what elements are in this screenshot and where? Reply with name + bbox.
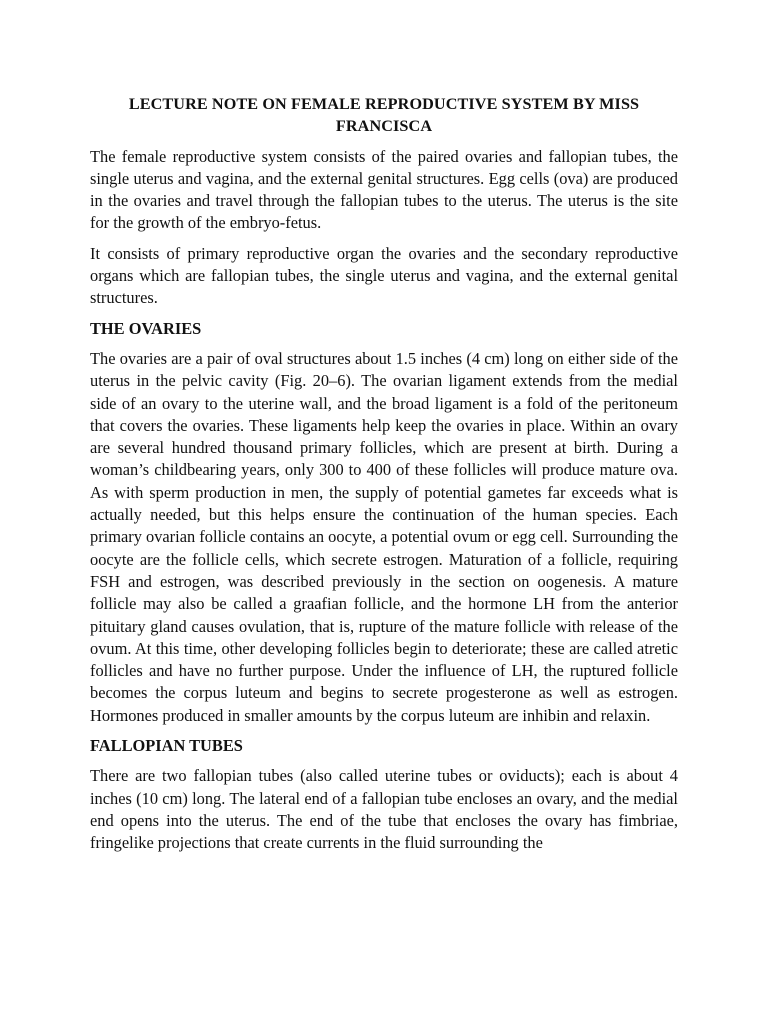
section-heading-ovaries: THE OVARIES — [90, 318, 202, 338]
document-title: LECTURE NOTE ON FEMALE REPRODUCTIVE SYSTEM BY MISS FRANCISCA — [128, 95, 640, 136]
section-body-ovaries: The ovaries are a pair of oval structures about 1.5 inches (4 cm) long on either side of the uterus in the pelvic cavity (Fig. 20–6). The ovarian ligament extends from the medial side of an ovary to the uterine wall, and the broad ligament is a fold of the peritoneum that covers the ovaries. These ligaments help keep the ovaries in place. Within an ovary are several hundred thousand primary follicles, which are present at birth. During a woman’s childbearing years, only 300 to 400 of these follicles will produce mature ova. As with sperm production in men, the supply of potential gametes far exceeds what is actually needed, but this helps ensure the continuation of the human species. Each primary ovarian follicle contains an oocyte, a potential ovum or egg cell. Surrounding the oocyte are the follicle cells, which secrete estrogen. Maturation of a follicle, requiring FSH and estrogen, was described previously in the section on oogenesis. A mature follicle may also be called a graafian follicle, and the hormone LH from the anterior pituitary gland causes ovulation, that is, rupture of the mature follicle with release of the ovum. At this time, other developing follicles begin to deteriorate; these are called atretic follicles and have no further purpose. Under the influence of LH, the ruptured follicle becomes the corpus luteum and begins to secrete progesterone as well as estrogen. Hormones produced in smaller amounts by the corpus luteum are inhibin and relaxin. — [90, 348, 678, 725]
intro-paragraph-2: It consists of primary reproductive organ the ovaries and the secondary reproductive organs which are fallopian tubes, the single uterus and vagina, and the external genital structures. — [90, 243, 678, 308]
section-heading-fallopian-tubes: FALLOPIAN TUBES — [90, 736, 243, 756]
section-body-fallopian-tubes: There are two fallopian tubes (also called uterine tubes or oviducts); each is about 4 inches (10 cm) long. The lateral end of a fallopian tube encloses an ovary, and the medial end opens into the uterus. The end of the tube that encloses the ovary has fimbriae, fringelike projections that create currents in the fluid surrounding the — [90, 766, 678, 853]
intro-paragraph-1: The female reproductive system consists of the paired ovaries and fallopian tubes, the single uterus and vagina, and the external genital structures. Egg cells (ova) are produced in the ovaries and travel through the fallopian tubes to the uterus. The uterus is the site for the growth of the embryo-fetus. — [90, 146, 678, 233]
document-content — [90, 93, 678, 863]
